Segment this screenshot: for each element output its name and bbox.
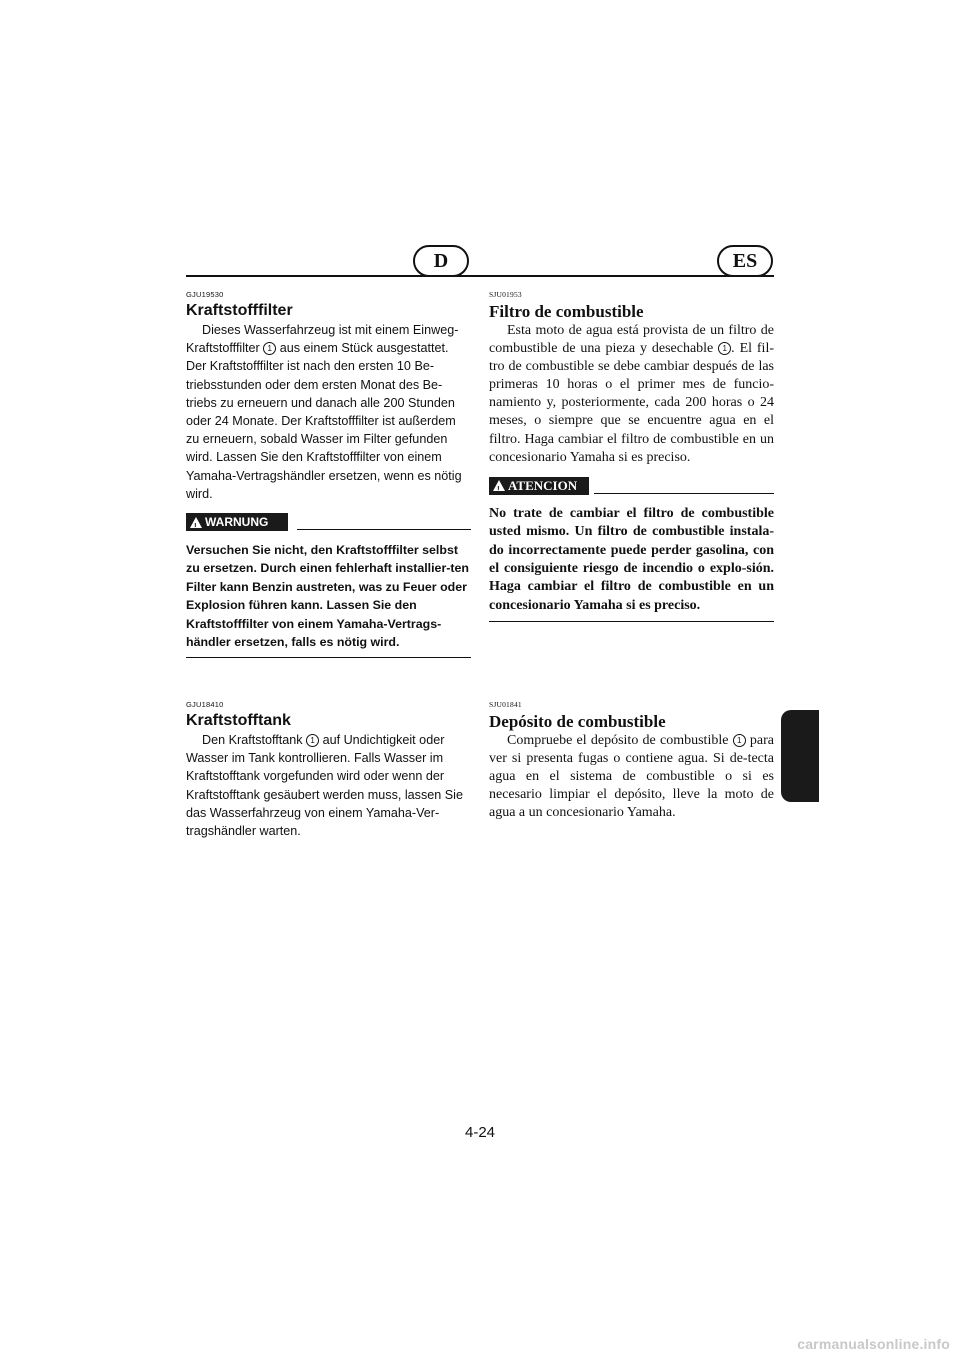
body-text-1: Den Kraftstofftank — [202, 733, 303, 747]
warning-rule — [594, 493, 774, 494]
section-title: Depósito de combustible — [489, 712, 666, 731]
warning-label: WARNUNG — [205, 514, 269, 529]
language-badge-german: D — [413, 245, 469, 277]
body-text-2: auf Undichtigkeit oder Wasser im Tank kontrollieren. Falls Wasser im Kraftstofftank vorgefunden wird oder wenn der Kraftstofftank gesäubert werden muss, lassen Sie das Wasserfahrzeug von einem Yamaha-Ver-tragshändler warten. — [186, 733, 463, 839]
spanish-section-fuel-filter — [489, 290, 774, 622]
section-code: SJU01841 — [489, 700, 522, 709]
section-code: SJU01953 — [489, 290, 522, 299]
warning-triangle-icon — [190, 517, 202, 528]
warning-header — [186, 513, 471, 533]
german-section-fuel-tank — [186, 700, 471, 840]
section-body — [489, 322, 774, 467]
body-text-2: para ver si presenta fugas o contiene agua. Si de-tecta agua en el sistema de combustible o si es necesario limpiar el depósito, lleve la moto de agua a un concesionario Yamaha. — [489, 733, 775, 821]
warning-triangle-icon — [493, 480, 505, 491]
warning-bottom-rule — [186, 657, 471, 658]
section-title: Kraftstofftank — [186, 712, 291, 729]
section-code: GJU18410 — [186, 700, 224, 709]
language-badge-spanish: ES — [717, 245, 773, 277]
section-body — [186, 731, 471, 840]
warning-badge — [489, 477, 589, 495]
callout-marker: 1 — [718, 342, 731, 355]
body-text-1: Esta moto de agua está provista de un filtro de combustible de una pieza y desechable — [489, 323, 774, 357]
section-body — [489, 732, 774, 822]
body-text-2: . El fil-tro de combustible se debe cambiar después de las primeras 10 horas o el primer mes de funcio-namiento y, posteriormente, cada 200 horas o 24 meses, o siempre que se encuentre agua en el filtro. Haga cambiar el filtro de combustible en un concesionario Yamaha si es preciso. — [489, 341, 775, 465]
body-text-2: aus einem Stück ausgestattet. Der Kraftstofffilter ist nach den ersten 10 Be-triebsstunden oder dem ersten Monat des Be-triebs zu erneuern und danach alle 200 Stunden oder 24 Monate. Der Kraftstofffilter ist außerdem zu erneuern, sobald Wasser im Filter gefunden wird. Lassen Sie den Kraftstofffilter von einem Yamaha-Vertragshändler ersetzen, wenn es nötig wird. — [186, 341, 462, 501]
warning-rule — [297, 529, 471, 530]
section-code: GJU19530 — [186, 290, 224, 299]
spanish-section-fuel-tank — [489, 700, 774, 822]
section-body — [186, 321, 471, 503]
section-title: Filtro de combustible — [489, 302, 644, 321]
callout-marker: 1 — [306, 734, 319, 747]
callout-marker: 1 — [263, 342, 276, 355]
callout-marker: 1 — [733, 734, 746, 747]
warning-text: Versuchen Sie nicht, den Kraftstofffilter selbst zu ersetzen. Durch einen fehlerhaft installier-ten Filter kann Benzin austreten, was zu Feuer oder Explosion führen kann. Lassen Sie den Kraftstofffilter von einem Yamaha-Vertrags-händler ersetzen, falls es nötig wird. — [186, 543, 469, 650]
warning-label: ATENCION — [508, 477, 578, 493]
body-text-1: Dieses Wasserfahrzeug ist mit einem Einweg-Kraftstofffilter — [186, 323, 459, 356]
header-rule — [186, 275, 774, 277]
warning-header — [489, 477, 774, 497]
german-section-fuel-filter — [186, 290, 471, 658]
body-text-1: Compruebe el depósito de combustible — [507, 733, 729, 748]
warning-text: No trate de cambiar el filtro de combustible usted mismo. Un filtro de combustible instala-do incorrectamente puede perder gasolina, con el consiguiente riesgo de incendio o explo-sión. Haga cambiar el filtro de combustible en un concesionario Yamaha si es preciso. — [489, 505, 774, 613]
warning-bottom-rule — [489, 621, 774, 622]
page-number: 4-24 — [464, 1124, 496, 1141]
warning-badge — [186, 513, 288, 531]
watermark: carmanualsonline.info — [797, 1336, 950, 1352]
section-title: Kraftstofffilter — [186, 302, 293, 319]
chapter-thumb-tab — [781, 710, 819, 802]
